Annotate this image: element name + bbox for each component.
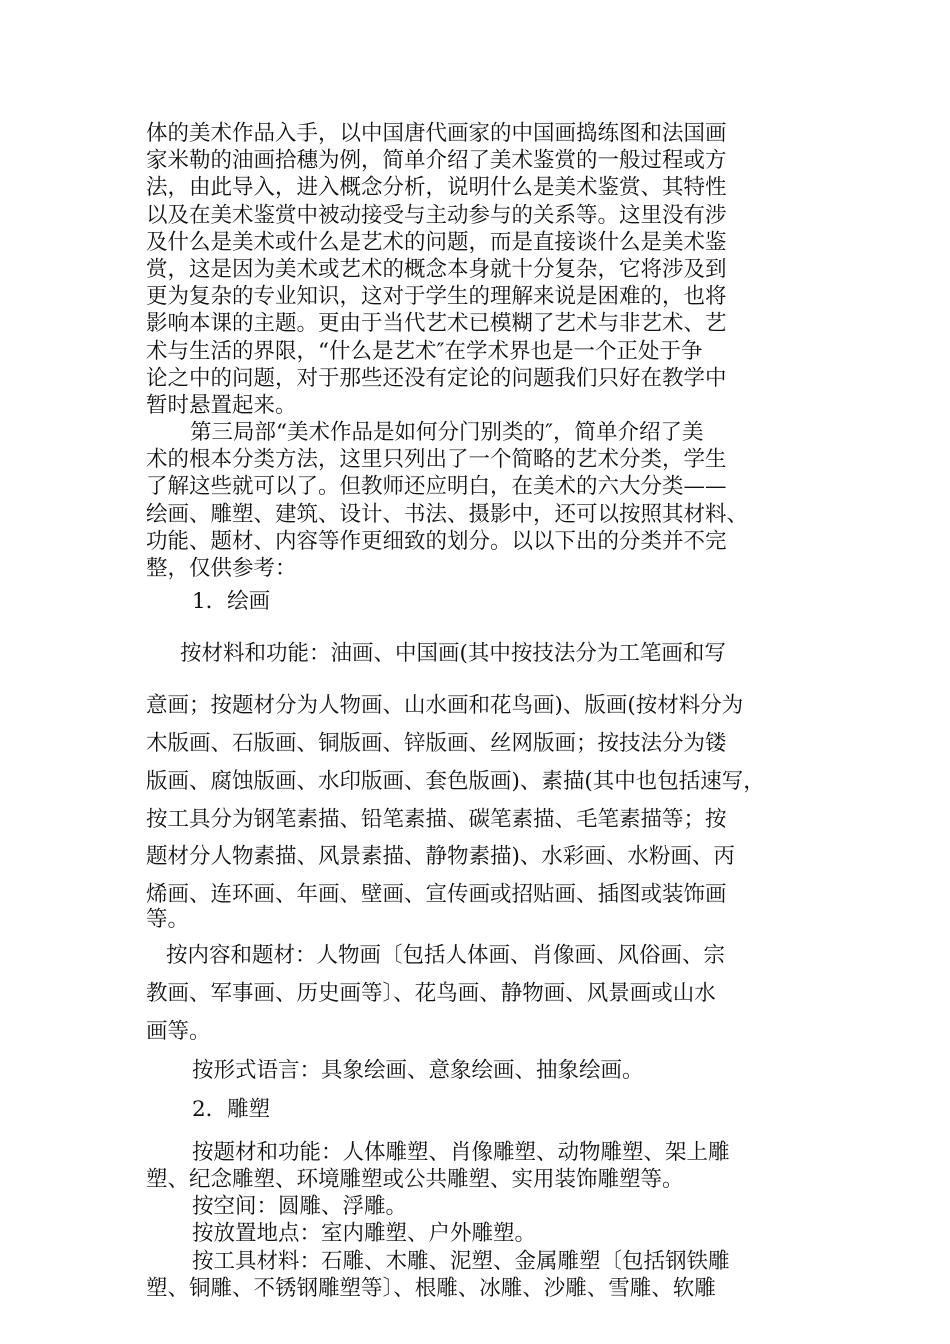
text-line: 塑、铜雕、不锈钢雕塑等〕、根雕、冰雕、沙雕、雪雕、软雕 xyxy=(146,1275,716,1301)
text-line: 按工具分为钢笔素描、铅笔素描、碳笔素描、毛笔素描等；按 xyxy=(146,806,727,832)
text-line: 更为复杂的专业知识，这对于学生的理解来说是困难的，也将 xyxy=(146,284,727,310)
section-heading-painting: 1．绘画 xyxy=(192,589,271,615)
text-line: 法，由此导入，进入概念分析，说明什么是美术鉴赏、其特性 xyxy=(146,175,727,201)
text-line: 功能、题材、内容等作更细致的划分。以以下出的分类并不完 xyxy=(146,528,727,554)
text-line: 按内容和题材：人物画〔包括人体画、肖像画、风俗画、宗 xyxy=(166,943,726,969)
text-line: 体的美术作品入手，以中国唐代画家的中国画捣练图和法国画 xyxy=(146,121,727,146)
text-line: 按工具材料：石雕、木雕、泥塑、金属雕塑〔包括钢铁雕 xyxy=(192,1248,730,1274)
text-line: 按放置地点：室内雕塑、户外雕塑。 xyxy=(192,1221,537,1247)
text-line: 及什么是美术或什么是艺术的问题，而是直接谈什么是美术鉴 xyxy=(146,229,727,255)
text-line: 等。 xyxy=(146,906,190,932)
text-line: 按材料和功能：油画、中国画(其中按技法分为工笔画和写 xyxy=(180,641,726,667)
text-line: 术与生活的界限，“什么是艺术″在学术界也是一个正处于争 xyxy=(146,338,703,364)
text-line: 家米勒的油画拾穗为例，简单介绍了美术鉴赏的一般过程或方 xyxy=(146,148,727,174)
text-line: 塑、纪念雕塑、环境雕塑或公共雕塑、实用装饰雕塑等。 xyxy=(146,1167,684,1193)
text-line: 意画；按题材分为人物画、山水画和花鸟画)、版画(按材料分为 xyxy=(146,693,744,719)
text-line: 版画、腐蚀版画、水印版画、套色版画)、素描(其中也包括速写， xyxy=(146,768,765,794)
text-line: 赏，这是因为美术或艺术的概念本身就十分复杂，它将涉及到 xyxy=(146,256,727,282)
text-line: 烯画、连环画、年画、壁画、宣传画或招贴画、插图或装饰画 xyxy=(146,882,727,908)
text-line: 影响本课的主题。更由于当代艺术已模糊了艺术与非艺术、艺 xyxy=(146,311,727,337)
text-line: 绘画、雕塑、建筑、设计、书法、摄影中，还可以按照其材料、 xyxy=(146,501,749,527)
paragraph-painting-materials xyxy=(146,635,826,933)
document-page xyxy=(146,120,826,1302)
text-line: 第三局部“美术作品是如何分门别类的″，简单介绍了美 xyxy=(190,420,704,446)
section-heading-sculpture: 2．雕塑 xyxy=(192,1096,271,1122)
text-line: 题材分人物素描、风景素描、静物素描)、水彩画、水粉画、丙 xyxy=(146,844,735,870)
paragraph-sculpture xyxy=(146,1139,826,1302)
text-line: 术的根本分类方法，这里只列出了一个简略的艺术分类，学生 xyxy=(146,447,727,473)
paragraph-part-three xyxy=(146,419,826,582)
paragraph-painting-form: 按形式语言：具象绘画、意象绘画、抽象绘画。 xyxy=(192,1057,644,1083)
text-line: 暂时悬置起来。 xyxy=(146,392,297,418)
text-line: 论之中的问题，对于那些还没有定论的问题我们只好在教学中 xyxy=(146,365,727,391)
text-line: 按题材和功能：人体雕塑、肖像雕塑、动物雕塑、架上雕 xyxy=(192,1139,730,1165)
text-line: 了解这些就可以了。但教师还应明白，在美术的六大分类—— xyxy=(146,474,727,500)
paragraph-intro-continued xyxy=(146,120,826,419)
text-line: 木版画、石版画、铜版画、锌版画、丝网版画；按技法分为镂 xyxy=(146,730,727,756)
paragraph-painting-content xyxy=(146,937,826,1050)
text-line: 画等。 xyxy=(146,1018,211,1044)
text-line: 教画、军事画、历史画等〕、花鸟画、静物画、风景画或山水 xyxy=(146,980,716,1006)
text-line: 以及在美术鉴赏中被动接受与主动参与的关系等。这里没有涉 xyxy=(146,202,727,228)
text-line: 按空间：圆雕、浮雕。 xyxy=(192,1194,408,1220)
text-line: 整，仅供参考： xyxy=(146,556,297,581)
